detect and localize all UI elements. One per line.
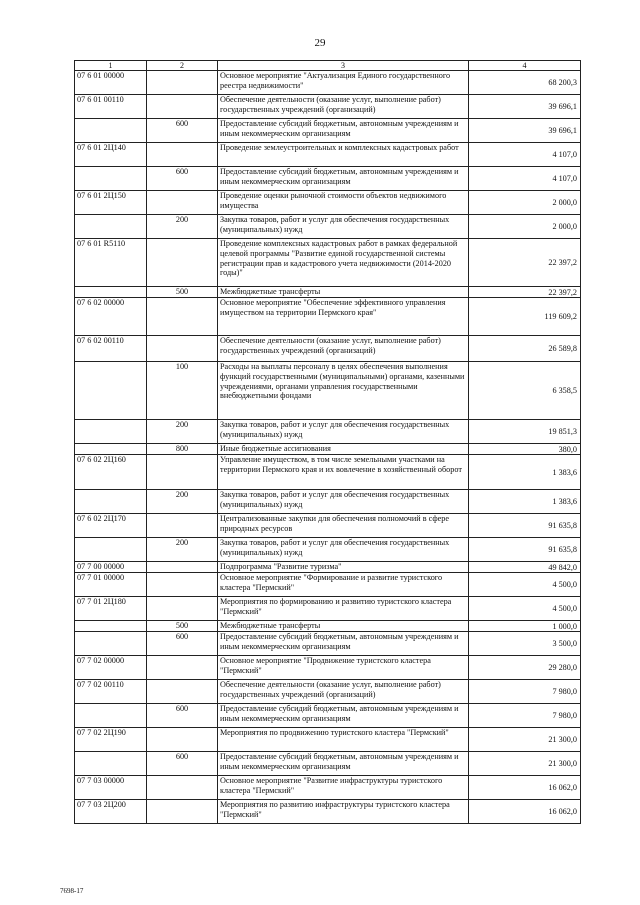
row-code: 07 7 01 2Ц180 [75,597,147,621]
row-code: 07 6 01 2Ц140 [75,143,147,167]
row-amount: 1 383,6 [469,455,581,490]
row-amount: 22 397,2 [469,287,581,298]
table-row [75,71,581,95]
table-row [75,362,581,420]
row-code: 07 6 01 2Ц150 [75,191,147,215]
row-amount: 4 107,0 [469,143,581,167]
row-name: Закупка товаров, работ и услуг для обеспечения государственных (муниципальных) нужд [218,215,469,239]
row-amount: 21 300,0 [469,728,581,752]
row-code: 07 7 02 00110 [75,680,147,704]
row-amount: 1 383,6 [469,490,581,514]
table-row [75,680,581,704]
row-amount: 26 589,8 [469,336,581,362]
row-code [75,215,147,239]
row-expense-type: 600 [147,704,218,728]
row-expense-type [147,143,218,167]
table-row [75,562,581,573]
page-number: 29 [314,37,326,49]
row-amount: 29 280,0 [469,656,581,680]
row-code: 07 6 02 00000 [75,298,147,336]
header-col-2: 2 [147,61,218,71]
row-code [75,444,147,455]
row-expense-type: 200 [147,538,218,562]
row-code: 07 7 03 2Ц200 [75,800,147,824]
row-name: Основное мероприятие "Обеспечение эффективного управления имуществом на территории Пермского края" [218,298,469,336]
row-amount: 19 851,3 [469,420,581,444]
row-expense-type [147,573,218,597]
row-name: Проведение комплексных кадастровых работ в рамках федеральной целевой программы "Развитие единой государственной системы регистрации прав и кадастрового учета недвижимости (2014-2020 годы)" [218,239,469,287]
table-row [75,95,581,119]
row-amount: 91 635,8 [469,514,581,538]
table-row [75,287,581,298]
row-name: Обеспечение деятельности (оказание услуг, выполнение работ) государственных учреждений (организаций) [218,680,469,704]
row-name: Закупка товаров, работ и услуг для обеспечения государственных (муниципальных) нужд [218,420,469,444]
table-row [75,656,581,680]
row-expense-type [147,562,218,573]
table-row [75,704,581,728]
table-row [75,215,581,239]
row-code [75,538,147,562]
budget-table [74,60,581,824]
row-code: 07 7 02 00000 [75,656,147,680]
table-row [75,239,581,287]
row-name: Межбюджетные трансферты [218,287,469,298]
row-amount: 4 500,0 [469,573,581,597]
row-amount: 119 609,2 [469,298,581,336]
row-name: Основное мероприятие "Формирование и развитие туристского кластера "Пермский" [218,573,469,597]
row-name: Основное мероприятие "Актуализация Единого государственного реестра недвижимости" [218,71,469,95]
row-expense-type [147,800,218,824]
row-expense-type: 200 [147,215,218,239]
row-expense-type [147,71,218,95]
table-row [75,336,581,362]
row-code: 07 7 02 2Ц190 [75,728,147,752]
row-expense-type: 800 [147,444,218,455]
row-expense-type [147,776,218,800]
table-body [75,71,581,824]
row-expense-type: 600 [147,632,218,656]
row-amount: 22 397,2 [469,239,581,287]
table-row [75,621,581,632]
row-name: Предоставление субсидий бюджетным, автономным учреждениям и иным некоммерческим организациям [218,632,469,656]
table-row [75,800,581,824]
row-code: 07 7 00 00000 [75,562,147,573]
row-name: Мероприятия по развитию инфраструктуры туристского кластера "Пермский" [218,800,469,824]
table-row [75,514,581,538]
row-amount: 1 000,0 [469,621,581,632]
row-name: Управление имуществом, в том числе земельными участками на территории Пермского края и их вовлечение в хозяйственный оборот [218,455,469,490]
row-code [75,632,147,656]
row-name: Проведение землеустроительных и комплексных кадастровых работ [218,143,469,167]
header-col-4: 4 [469,61,581,71]
row-name: Закупка товаров, работ и услуг для обеспечения государственных (муниципальных) нужд [218,538,469,562]
row-expense-type [147,728,218,752]
row-amount: 380,0 [469,444,581,455]
row-expense-type: 100 [147,362,218,420]
row-amount: 2 000,0 [469,191,581,215]
row-name: Предоставление субсидий бюджетным, автономным учреждениям и иным некоммерческим организациям [218,119,469,143]
row-name: Обеспечение деятельности (оказание услуг, выполнение работ) государственных учреждений (организаций) [218,95,469,119]
row-code [75,704,147,728]
row-expense-type [147,656,218,680]
header-col-1: 1 [75,61,147,71]
row-code: 07 7 01 00000 [75,573,147,597]
row-name: Основное мероприятие "Развитие инфраструктуры туристского кластера "Пермский" [218,776,469,800]
row-code [75,621,147,632]
row-expense-type [147,298,218,336]
row-name: Предоставление субсидий бюджетным, автономным учреждениям и иным некоммерческим организациям [218,752,469,776]
row-code [75,119,147,143]
header-col-3: 3 [218,61,469,71]
row-amount: 39 696,1 [469,95,581,119]
document-code: 7698-17 [60,887,84,895]
row-name: Централизованные закупки для обеспечения полномочий в сфере природных ресурсов [218,514,469,538]
row-expense-type [147,597,218,621]
table-row [75,776,581,800]
row-name: Мероприятия по продвижению туристского кластера "Пермский" [218,728,469,752]
row-expense-type: 500 [147,287,218,298]
row-code: 07 6 02 00110 [75,336,147,362]
row-amount: 6 358,5 [469,362,581,420]
row-code [75,752,147,776]
row-amount: 3 500,0 [469,632,581,656]
row-amount: 91 635,8 [469,538,581,562]
row-code: 07 6 02 2Ц160 [75,455,147,490]
row-amount: 16 062,0 [469,776,581,800]
table-header-row [75,61,581,71]
row-code: 07 6 01 00110 [75,95,147,119]
row-expense-type: 600 [147,119,218,143]
row-name: Обеспечение деятельности (оказание услуг, выполнение работ) государственных учреждений (организаций) [218,336,469,362]
row-code [75,490,147,514]
table-row [75,119,581,143]
table-row [75,298,581,336]
row-name: Предоставление субсидий бюджетным, автономным учреждениям и иным некоммерческим организациям [218,704,469,728]
row-expense-type [147,336,218,362]
row-amount: 4 107,0 [469,167,581,191]
row-amount: 4 500,0 [469,597,581,621]
row-name: Мероприятия по формированию и развитию туристского кластера "Пермский" [218,597,469,621]
row-expense-type [147,239,218,287]
row-amount: 68 200,3 [469,71,581,95]
table-row [75,538,581,562]
table-row [75,420,581,444]
table-row [75,490,581,514]
table-row [75,191,581,215]
row-name: Основное мероприятие "Продвижение туристского кластера "Пермский" [218,656,469,680]
row-amount: 21 300,0 [469,752,581,776]
row-name: Подпрограмма "Развитие туризма" [218,562,469,573]
row-name: Расходы на выплаты персоналу в целях обеспечения выполнения функций государственными (муниципальными) органами, казенными учреждениями, органами управления государственными внебюджетными фондами [218,362,469,420]
row-name: Проведение оценки рыночной стоимости объектов недвижимого имущества [218,191,469,215]
row-expense-type [147,680,218,704]
row-amount: 7 980,0 [469,680,581,704]
table-row [75,573,581,597]
row-amount: 49 842,0 [469,562,581,573]
row-name: Закупка товаров, работ и услуг для обеспечения государственных (муниципальных) нужд [218,490,469,514]
row-amount: 2 000,0 [469,215,581,239]
table-row [75,444,581,455]
row-expense-type: 500 [147,621,218,632]
row-amount: 39 696,1 [469,119,581,143]
table-row [75,728,581,752]
row-code: 07 6 01 R5110 [75,239,147,287]
row-code [75,420,147,444]
row-expense-type [147,514,218,538]
row-expense-type [147,191,218,215]
row-code [75,167,147,191]
row-name: Предоставление субсидий бюджетным, автономным учреждениям и иным некоммерческим организациям [218,167,469,191]
row-name: Иные бюджетные ассигнования [218,444,469,455]
row-expense-type: 200 [147,420,218,444]
row-expense-type: 600 [147,752,218,776]
row-expense-type [147,455,218,490]
table-row [75,632,581,656]
row-expense-type [147,95,218,119]
row-expense-type: 600 [147,167,218,191]
table-row [75,167,581,191]
row-expense-type: 200 [147,490,218,514]
row-amount: 7 980,0 [469,704,581,728]
table-row [75,597,581,621]
row-code [75,362,147,420]
row-code: 07 6 02 2Ц170 [75,514,147,538]
table-row [75,455,581,490]
row-amount: 16 062,0 [469,800,581,824]
table-row [75,143,581,167]
row-code: 07 7 03 00000 [75,776,147,800]
row-name: Межбюджетные трансферты [218,621,469,632]
row-code [75,287,147,298]
table-row [75,752,581,776]
row-code: 07 6 01 00000 [75,71,147,95]
